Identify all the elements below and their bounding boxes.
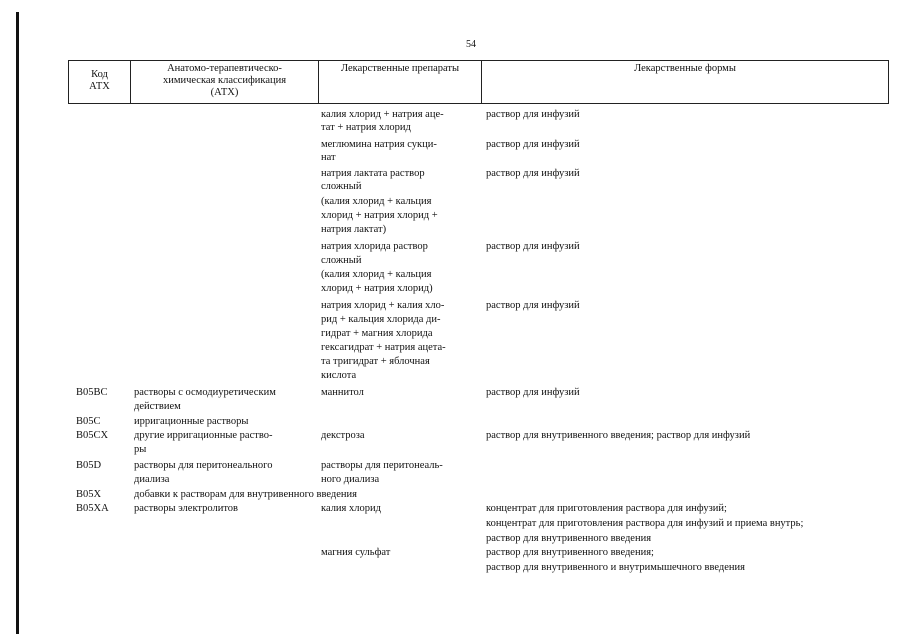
cell-drug: калия хлорид	[321, 503, 381, 514]
cell-form: раствор для внутривенного введения;	[486, 547, 654, 558]
cell-drug: ного диализа	[321, 474, 380, 485]
cell-drug: натрия лактат)	[321, 224, 387, 235]
cell-drug: сложный	[321, 255, 362, 266]
cell-drug: (калия хлорид + кальция	[321, 269, 432, 280]
cell-drug: маннитол	[321, 387, 364, 398]
cell-drug: тат + натрия хлорид	[321, 122, 411, 133]
cell-class: добавки к растворам для внутривенного введения	[134, 489, 357, 500]
cell-form: раствор для инфузий	[486, 300, 580, 311]
cell-drug: нат	[321, 152, 336, 163]
header-drugs: Лекарственные препараты	[340, 63, 460, 74]
page-left-border	[16, 12, 19, 634]
cell-code: B05X	[76, 489, 102, 500]
header-classification-line: химическая классификация	[162, 75, 287, 86]
cell-form: раствор для инфузий	[486, 109, 580, 120]
cell-form: раствор для инфузий	[486, 168, 580, 179]
cell-drug: кислота	[321, 370, 357, 381]
cell-drug: (калия хлорид + кальция	[321, 196, 432, 207]
cell-drug: хлорид + натрия хлорид +	[321, 210, 438, 221]
cell-class: растворы с осмодиуретическим	[134, 387, 276, 398]
header-code-line: АТХ	[89, 81, 110, 92]
cell-class: растворы электролитов	[134, 503, 239, 514]
cell-form: раствор для инфузий	[486, 241, 580, 252]
cell-drug: декстроза	[321, 430, 365, 441]
table-header	[68, 60, 889, 104]
cell-drug: магния сульфат	[321, 547, 391, 558]
cell-class: ирригационные растворы	[134, 416, 249, 427]
cell-code: B05XA	[76, 503, 109, 514]
cell-drug: хлорид + натрия хлорид)	[321, 283, 433, 294]
cell-form: концентрат для приготовления раствора для инфузий;	[486, 503, 727, 514]
header-classification-line: Анатомо-терапевтическо-	[167, 63, 282, 74]
cell-code: B05D	[76, 460, 102, 471]
header-classification-line: (АТХ)	[210, 87, 239, 98]
cell-drug: гидрат + магния хлорида	[321, 328, 433, 339]
cell-drug: та тригидрат + яблочная	[321, 356, 430, 367]
cell-class: другие ирригационные раство-	[134, 430, 273, 441]
cell-drug: натрия хлорид + калия хло-	[321, 300, 445, 311]
cell-class: диализа	[134, 474, 170, 485]
cell-form: раствор для внутривенного введения	[486, 533, 652, 544]
cell-code: B05C	[76, 416, 101, 427]
cell-form: раствор для инфузий	[486, 387, 580, 398]
cell-drug: растворы для перитонеаль-	[321, 460, 443, 471]
cell-drug: меглюмина натрия сукци-	[321, 139, 437, 150]
header-code-line: Код	[91, 69, 108, 80]
cell-form: раствор для внутривенного и внутримышечного введения	[486, 562, 745, 573]
header-forms: Лекарственные формы	[634, 63, 736, 74]
cell-code: B05CX	[76, 430, 109, 441]
cell-drug: рид + кальция хлорида ди-	[321, 314, 441, 325]
cell-drug: гексагидрат + натрия ацета-	[321, 342, 446, 353]
cell-drug: сложный	[321, 181, 362, 192]
cell-drug: натрия хлорида раствор	[321, 241, 428, 252]
header-code	[69, 69, 130, 93]
cell-class: действием	[134, 401, 181, 412]
cell-class: ры	[134, 444, 147, 455]
cell-code: B05BC	[76, 387, 108, 398]
cell-drug: калия хлорид + натрия аце-	[321, 109, 444, 120]
header-classification	[131, 63, 318, 99]
cell-form: концентрат для приготовления раствора для инфузий и приема внутрь;	[486, 518, 804, 529]
cell-class: растворы для перитонеального	[134, 460, 273, 471]
page-number: 54	[466, 39, 476, 50]
cell-form: раствор для инфузий	[486, 139, 580, 150]
cell-form: раствор для внутривенного введения; раствор для инфузий	[486, 430, 751, 441]
cell-drug: натрия лактата раствор	[321, 168, 425, 179]
